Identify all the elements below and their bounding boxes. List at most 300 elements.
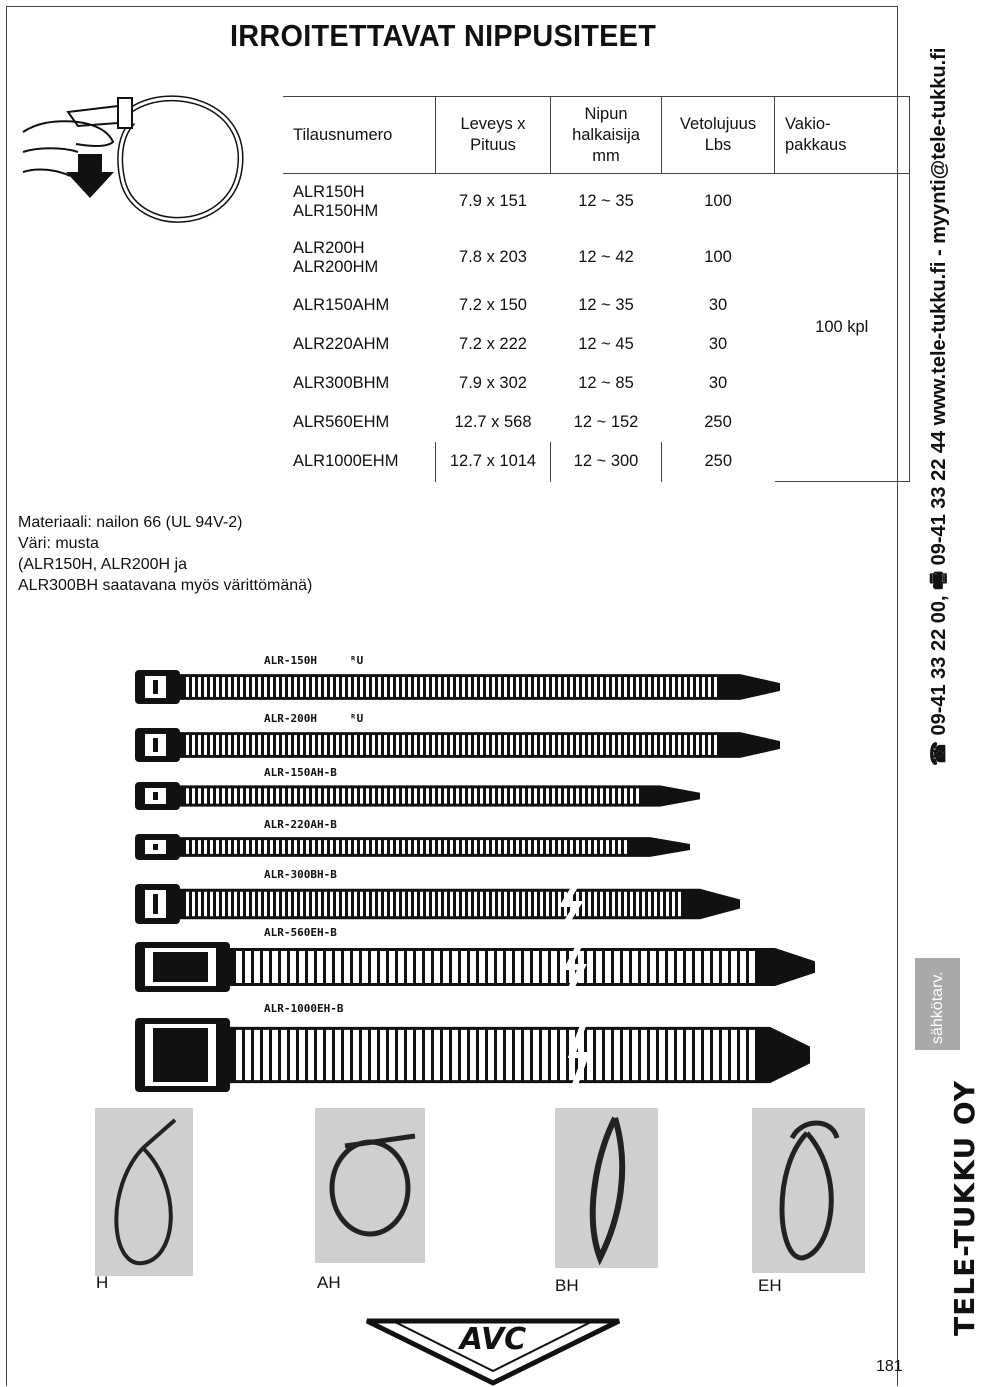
tie-tooth	[372, 677, 375, 697]
tie-tooth	[534, 735, 537, 755]
tie-tooth	[462, 677, 465, 697]
tie-tooth	[396, 735, 399, 755]
order-code: ALR1000EHM	[293, 452, 399, 470]
header-bundle-diameter: Nipun halkaisija mm	[551, 97, 662, 174]
tie-tooth	[198, 735, 201, 755]
tie-tooth	[588, 840, 591, 854]
tie-tooth	[506, 1030, 512, 1080]
tie-tooth	[378, 788, 381, 803]
tie-tooth	[276, 840, 279, 854]
tie-tooth	[618, 840, 621, 854]
tie-tooth	[713, 1030, 719, 1080]
tie-tooth	[624, 892, 627, 916]
tie-tooth	[425, 951, 431, 983]
contact-sidebar	[924, 6, 948, 766]
tie-tooth	[342, 892, 345, 916]
tie-tooth	[378, 735, 381, 755]
tie-tooth	[582, 677, 585, 697]
tie-tooth	[516, 840, 519, 854]
tie-tooth	[366, 788, 369, 803]
tie-tooth	[245, 951, 251, 983]
tie-tooth	[558, 788, 561, 803]
tie-tooth	[294, 892, 297, 916]
avc-logo	[363, 1317, 623, 1387]
tie-tooth	[354, 892, 357, 916]
tie-tooth	[666, 735, 669, 755]
tie-tooth	[204, 892, 207, 916]
tie-tooth	[312, 840, 315, 854]
tie-tooth	[632, 951, 638, 983]
tie-tooth	[534, 788, 537, 803]
tie-tooth	[272, 1030, 278, 1080]
tie-tooth	[342, 840, 345, 854]
tie-tooth	[497, 951, 503, 983]
tie-tooth	[588, 735, 591, 755]
tie-tooth	[506, 951, 512, 983]
tie-tooth	[486, 892, 489, 916]
tie-tooth	[270, 677, 273, 697]
tie-tooth	[636, 735, 639, 755]
tie-tooth	[402, 840, 405, 854]
tie-tooth	[600, 892, 603, 916]
tie-tooth	[380, 951, 386, 983]
tie-tooth	[504, 788, 507, 803]
tie-tooth	[416, 1030, 422, 1080]
tie-tooth	[510, 677, 513, 697]
tie-tooth	[198, 892, 201, 916]
tie-tooth	[570, 840, 573, 854]
bundle-cell: 12 ~ 152	[573, 412, 639, 431]
tie-tooth	[434, 1030, 440, 1080]
tie-tooth	[252, 788, 255, 803]
tie-tooth	[372, 735, 375, 755]
tie-tooth	[222, 892, 225, 916]
tie-tooth	[246, 892, 249, 916]
tie-tooth	[317, 1030, 323, 1080]
tie-tooth	[342, 677, 345, 697]
tie-tooth	[605, 951, 611, 983]
cable-tie	[135, 712, 780, 762]
tie-tooth	[596, 1030, 602, 1080]
tie-tooth	[618, 735, 621, 755]
tie-tooth	[486, 735, 489, 755]
tie-tooth	[348, 677, 351, 697]
tie-tooth	[542, 1030, 548, 1080]
tie-tooth	[450, 840, 453, 854]
tie-tooth	[749, 1030, 755, 1080]
tie-tooth	[264, 735, 267, 755]
tie-tooth	[312, 788, 315, 803]
order-code: ALR300BHM	[293, 373, 390, 392]
tie-tooth	[342, 788, 345, 803]
tensile-cell: 30	[708, 334, 728, 353]
tie-tooth	[672, 892, 675, 916]
tie-tooth	[462, 840, 465, 854]
size-cell: 12.7 x 1014	[436, 442, 551, 482]
tie-tooth	[444, 840, 447, 854]
tie-tooth	[420, 677, 423, 697]
tie-tooth	[408, 677, 411, 697]
tie-tooth	[390, 892, 393, 916]
tie-tooth	[390, 677, 393, 697]
tie-tooth	[551, 951, 557, 983]
tie-tooth	[677, 951, 683, 983]
tie-tooth	[560, 1030, 566, 1080]
tie-tooth	[294, 788, 297, 803]
photo-label-h: H	[96, 1273, 109, 1292]
tie-tooth	[414, 677, 417, 697]
tie-tooth	[582, 735, 585, 755]
tie-tooth	[420, 840, 423, 854]
tie-tooth	[210, 892, 213, 916]
tie-tooth	[306, 892, 309, 916]
tie-tooth	[222, 788, 225, 803]
tie-tooth	[636, 892, 639, 916]
tie-tooth	[564, 840, 567, 854]
tie-tooth	[722, 951, 728, 983]
tensile-cell: 100	[704, 192, 732, 211]
tie-tooth	[420, 735, 423, 755]
tie-tooth	[540, 735, 543, 755]
tie-tooth	[348, 892, 351, 916]
tie-tooth	[246, 788, 249, 803]
tensile-cell: 100	[704, 248, 732, 266]
table-row	[283, 174, 910, 230]
tie-tooth	[672, 677, 675, 697]
header-standard-pack: Vakio- pakkaus	[775, 97, 910, 174]
tie-tooth	[426, 677, 429, 697]
tie-tooth	[389, 951, 395, 983]
tie-tooth	[480, 735, 483, 755]
tie-tooth	[546, 735, 549, 755]
tie-tooth	[426, 735, 429, 755]
tie-tooth	[660, 892, 663, 916]
tie-tooth	[398, 1030, 404, 1080]
tie-tooth	[236, 951, 242, 983]
tie-tooth	[414, 840, 417, 854]
tie-tooth	[612, 677, 615, 697]
tie-tooth	[594, 840, 597, 854]
tie-tooth	[198, 677, 201, 697]
tie-tooth	[258, 788, 261, 803]
tie-tooth	[660, 677, 663, 697]
header-tensile-strength: Vetolujuus Lbs	[662, 97, 775, 174]
logo-text: AVC	[459, 1322, 527, 1357]
tie-tooth	[402, 788, 405, 803]
tie-tooth	[348, 840, 351, 854]
tie-tooth	[281, 1030, 287, 1080]
tie-tooth	[468, 788, 471, 803]
tie-tooth	[636, 788, 639, 803]
tie-tooth	[558, 735, 561, 755]
tie-tooth	[695, 951, 701, 983]
tie-tooth	[450, 735, 453, 755]
tie-tooth	[614, 951, 620, 983]
tie-tooth	[612, 735, 615, 755]
tie-tooth	[678, 892, 681, 916]
tie-tooth	[684, 677, 687, 697]
tie-tooth	[488, 951, 494, 983]
tie-tooth	[576, 840, 579, 854]
tie-tooth	[210, 735, 213, 755]
tie-tooth	[258, 892, 261, 916]
tie-tooth	[492, 892, 495, 916]
material-info	[18, 512, 312, 596]
tie-tooth	[696, 677, 699, 697]
tie-tooth	[294, 840, 297, 854]
tie-tooth	[704, 1030, 710, 1080]
tie-tooth	[204, 677, 207, 697]
tie-tooth	[704, 951, 710, 983]
brand-name: TELE-TUKKU OY	[948, 1079, 981, 1336]
tie-tooth	[216, 788, 219, 803]
tie-tooth	[461, 1030, 467, 1080]
tie-tooth	[564, 788, 567, 803]
tie-tooth	[246, 735, 249, 755]
tie-tooth	[240, 735, 243, 755]
tie-tooth	[312, 677, 315, 697]
tie-tooth	[371, 1030, 377, 1080]
tie-tooth	[606, 735, 609, 755]
tie-tooth	[186, 892, 189, 916]
tie-tooth	[546, 892, 549, 916]
tie-tooth	[312, 735, 315, 755]
tie-tooth	[264, 840, 267, 854]
tie-tooth	[486, 840, 489, 854]
tie-tooth	[452, 951, 458, 983]
tie-tooth	[186, 735, 189, 755]
tie-tooth	[354, 788, 357, 803]
tie-pawl	[153, 952, 208, 982]
tie-tooth	[443, 1030, 449, 1080]
color-line: Väri: musta	[18, 535, 99, 552]
tie-tooth	[444, 788, 447, 803]
tie-tooth	[540, 840, 543, 854]
tie-tooth	[474, 677, 477, 697]
tie-tooth	[659, 951, 665, 983]
tensile-cell: 30	[708, 373, 728, 392]
tie-tooth	[432, 788, 435, 803]
tie-tooth	[360, 788, 363, 803]
tie-tooth	[438, 788, 441, 803]
tie-tooth	[492, 788, 495, 803]
tie-tooth	[360, 892, 363, 916]
tie-tooth	[362, 951, 368, 983]
tie-tooth	[362, 1030, 368, 1080]
tie-tooth	[534, 677, 537, 697]
bundle-cell: 12 ~ 45	[578, 334, 634, 353]
tie-tooth	[528, 892, 531, 916]
tie-tooth	[570, 788, 573, 803]
tie-tooth	[462, 735, 465, 755]
tie-tooth	[702, 677, 705, 697]
tie-tooth	[618, 677, 621, 697]
tensile-cell: 250	[704, 412, 732, 431]
tie-tooth	[648, 735, 651, 755]
tie-tooth	[354, 735, 357, 755]
availability-line: ALR300BH saatavana myös värittömänä)	[18, 577, 313, 594]
tie-tooth	[366, 892, 369, 916]
tie-tooth	[558, 677, 561, 697]
tie-tooth	[353, 1030, 359, 1080]
tie-tooth	[533, 951, 539, 983]
tie-tooth	[186, 840, 189, 854]
tie-tooth	[456, 788, 459, 803]
tie-tooth	[642, 677, 645, 697]
tie-tooth	[552, 892, 555, 916]
tie-tooth	[344, 1030, 350, 1080]
tie-tooth	[222, 735, 225, 755]
tie-tooth	[414, 892, 417, 916]
tie-tooth	[515, 1030, 521, 1080]
tie-tooth	[372, 892, 375, 916]
tie-tooth	[245, 1030, 251, 1080]
tie-tooth	[222, 840, 225, 854]
tie-tooth	[408, 892, 411, 916]
tie-label: ALR-200H	[264, 712, 317, 725]
bundle-cell: 12 ~ 85	[578, 373, 634, 392]
tie-tooth	[630, 677, 633, 697]
tie-tooth	[348, 788, 351, 803]
tie-tooth	[678, 735, 681, 755]
tie-tooth	[438, 840, 441, 854]
tie-tooth	[570, 677, 573, 697]
tie-tooth	[450, 788, 453, 803]
tie-tooth	[510, 892, 513, 916]
tie-tooth	[456, 677, 459, 697]
tie-tooth	[354, 677, 357, 697]
tie-tooth	[632, 1030, 638, 1080]
tie-tooth	[300, 840, 303, 854]
bundle-cell: 12 ~ 35	[578, 192, 634, 211]
tie-tooth	[330, 735, 333, 755]
tensile-cell: 250	[662, 442, 775, 482]
tie-tooth	[480, 788, 483, 803]
tie-tooth	[678, 677, 681, 697]
tie-tooth	[360, 840, 363, 854]
tie-tooth	[216, 892, 219, 916]
tie-tooth	[480, 892, 483, 916]
tie-tooth	[336, 840, 339, 854]
size-cell: 7.9 x 151	[459, 192, 527, 211]
tie-tooth	[540, 788, 543, 803]
tie-pawl	[153, 680, 158, 694]
tie-tooth	[498, 892, 501, 916]
tie-tooth	[528, 788, 531, 803]
tie-tooth	[360, 735, 363, 755]
tie-tooth	[534, 840, 537, 854]
tie-tooth	[234, 735, 237, 755]
tie-tooth	[290, 951, 296, 983]
tie-tooth	[306, 788, 309, 803]
tie-tooth	[317, 951, 323, 983]
tie-tooth	[522, 735, 525, 755]
tie-tooth	[522, 840, 525, 854]
tie-tooth	[288, 788, 291, 803]
tie-tooth	[605, 1030, 611, 1080]
tie-tooth	[306, 735, 309, 755]
tie-tooth	[660, 735, 663, 755]
tie-tooth	[216, 840, 219, 854]
tie-tooth	[294, 677, 297, 697]
photo-label-ah: AH	[317, 1273, 341, 1292]
tie-tooth	[606, 892, 609, 916]
tie-tooth	[425, 1030, 431, 1080]
tie-tooth	[713, 951, 719, 983]
tie-tooth	[414, 735, 417, 755]
tie-tooth	[420, 788, 423, 803]
tie-tooth	[444, 892, 447, 916]
tie-tooth	[246, 840, 249, 854]
tie-tooth	[474, 735, 477, 755]
tie-tooth	[461, 951, 467, 983]
tie-tooth	[252, 735, 255, 755]
tie-tooth	[606, 677, 609, 697]
tie-tooth	[290, 1030, 296, 1080]
tie-tooth	[528, 840, 531, 854]
tie-tooth	[308, 1030, 314, 1080]
tie-tooth	[612, 840, 615, 854]
tie-tooth	[654, 735, 657, 755]
ul-mark-icon: ᴿU	[350, 712, 364, 725]
bundle-cell: 12 ~ 42	[578, 248, 634, 266]
tie-tooth	[416, 951, 422, 983]
tie-tooth	[576, 788, 579, 803]
tie-tooth	[552, 840, 555, 854]
pack-cell	[775, 174, 910, 482]
tie-tooth	[324, 677, 327, 697]
tie-tooth	[623, 1030, 629, 1080]
tie-tooth	[252, 840, 255, 854]
photo-bh	[555, 1108, 658, 1268]
photo-eh	[752, 1108, 865, 1273]
tie-tooth	[300, 735, 303, 755]
tie-tooth	[618, 892, 621, 916]
tie-tooth	[282, 840, 285, 854]
tie-tooth	[335, 951, 341, 983]
header-width-length: Leveys x Pituus	[436, 97, 551, 174]
tensile-cell: 30	[708, 295, 728, 314]
tie-tooth	[330, 892, 333, 916]
tie-tooth	[630, 735, 633, 755]
tie-label: ALR-560EH-B	[264, 926, 337, 939]
tie-tooth	[456, 735, 459, 755]
tie-tooth	[396, 677, 399, 697]
tie-pawl	[153, 894, 158, 914]
tie-tooth	[480, 840, 483, 854]
tie-tooth	[414, 788, 417, 803]
tie-tooth	[606, 788, 609, 803]
tie-tooth	[576, 677, 579, 697]
tie-tooth	[588, 677, 591, 697]
cable-tie	[135, 1002, 810, 1092]
tie-tooth	[402, 735, 405, 755]
tie-tooth	[470, 1030, 476, 1080]
tie-tooth	[335, 1030, 341, 1080]
tie-tooth	[336, 892, 339, 916]
tie-tooth	[624, 788, 627, 803]
tie-tooth	[192, 892, 195, 916]
tie-tooth	[516, 677, 519, 697]
tie-tooth	[384, 788, 387, 803]
tie-tooth	[668, 1030, 674, 1080]
tie-tooth	[366, 840, 369, 854]
tie-tooth	[234, 677, 237, 697]
tie-tooth	[722, 1030, 728, 1080]
tie-tooth	[336, 735, 339, 755]
tie-tooth	[353, 951, 359, 983]
tie-tooth	[366, 735, 369, 755]
